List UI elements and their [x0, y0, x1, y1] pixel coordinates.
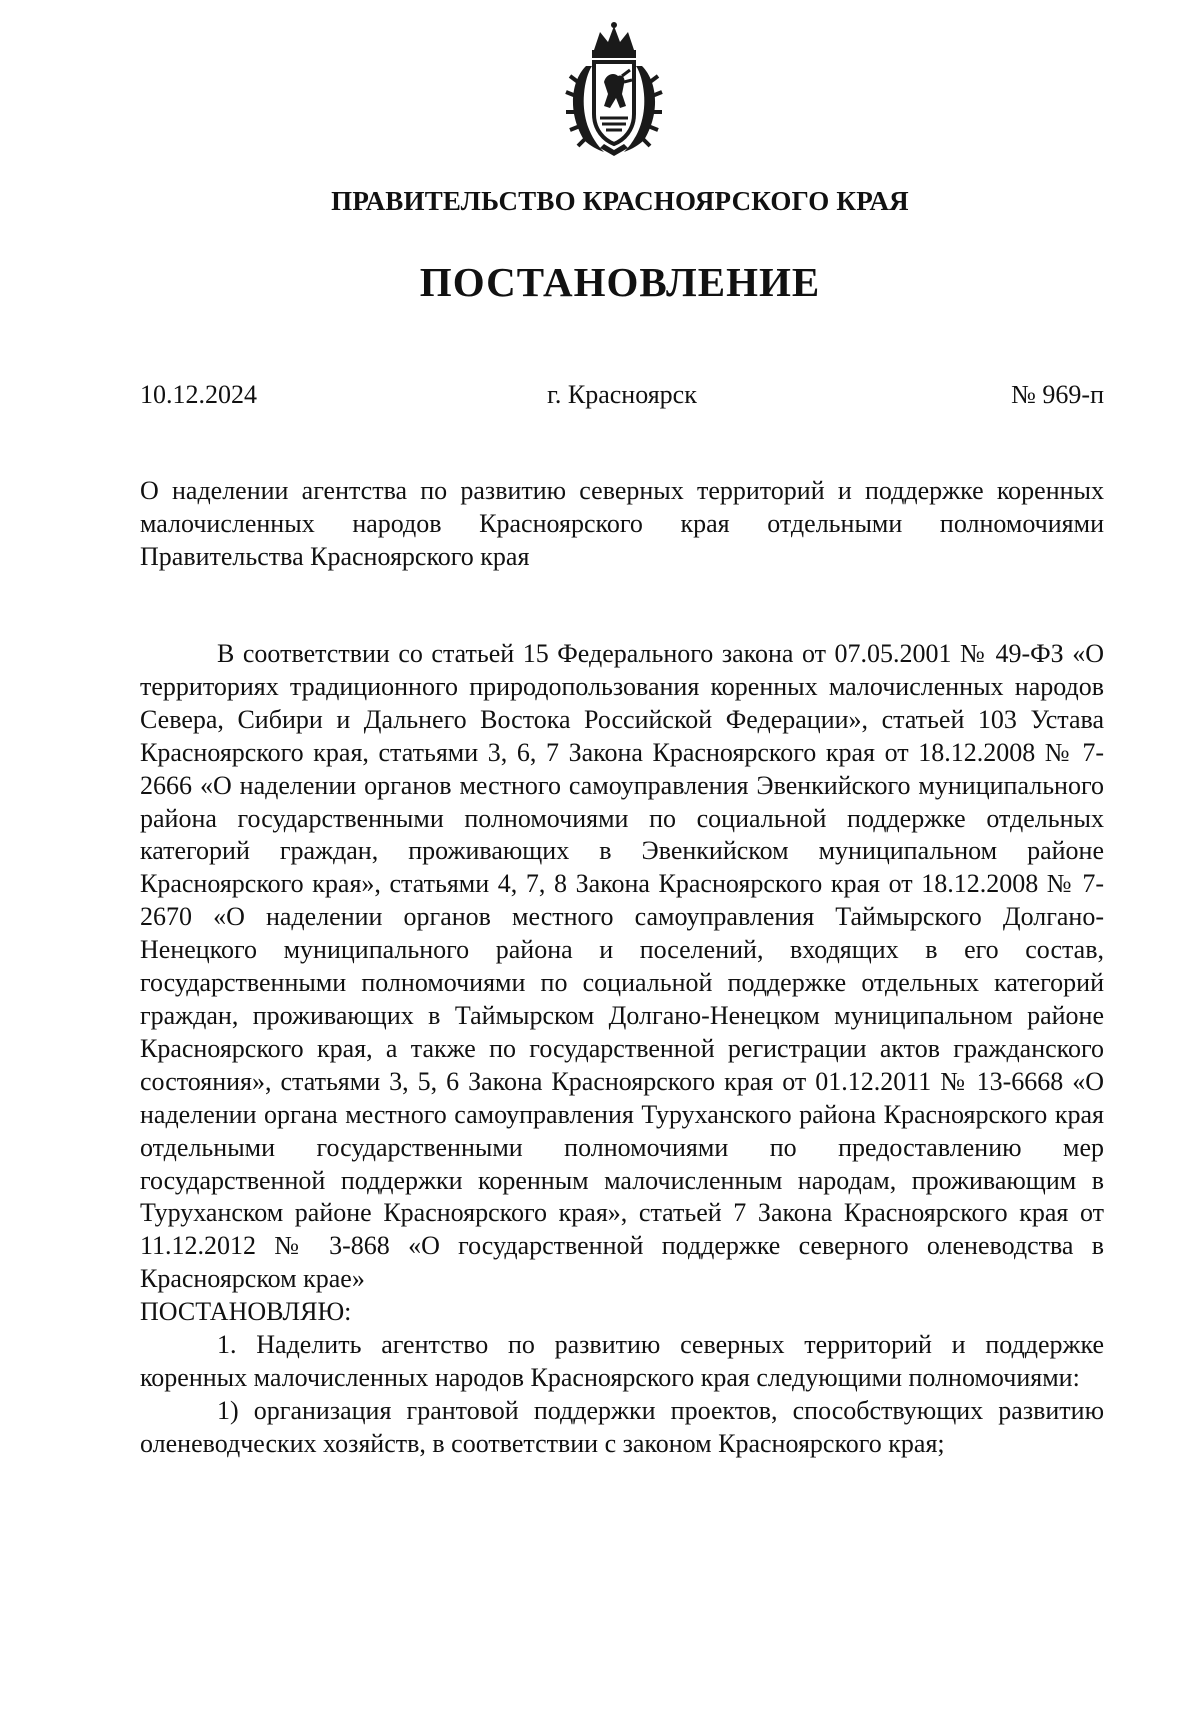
document-subject: О наделении агентства по развитию северных территорий и поддержке коренных малочисленных народов Красноярского края отдельными полномочиями Правительства Красноярского края [140, 476, 1104, 571]
subitem-1-paragraph: 1) организация грантовой поддержки проектов, способствующих развитию оленеводческих хозяйств, в соответствии с законом Красноярского края; [140, 1395, 1104, 1458]
document-city: г. Красноярск [547, 380, 697, 409]
decree-word: ПОСТАНОВЛЯЮ: [140, 1297, 352, 1327]
item-1-paragraph: 1. Наделить агентство по развитию северных территорий и поддержке коренных малочисленных народов Красноярского края следующими полномочиями: [140, 1330, 1104, 1392]
document-body [140, 638, 1104, 1461]
document-number: № 969-п [1011, 380, 1104, 409]
document-date: 10.12.2024 [140, 380, 257, 409]
organization-name: ПРАВИТЕЛЬСТВО КРАСНОЯРСКОГО КРАЯ [331, 186, 909, 216]
document-type-title: ПОСТАНОВЛЕНИЕ [419, 259, 821, 305]
coat-of-arms-icon [564, 22, 664, 158]
preamble-paragraph: В соответствии со статьей 15 Федерального закона от 07.05.2001 № 49-ФЗ «О территориях традиционного природопользования коренных малочисленных народов Севера, Сибири и Дальнего Востока Российской Федерации», статьей 103 Устава Красноярского края, статьями 3, 6, 7 Закона Красноярского края от 18.12.2008 № 7-2666 «О наделении органов местного самоуправления Эвенкийского муниципального района государственными полномочиями по социальной поддержке отдельных категорий граждан, проживающих в Эвенкийском муниципальном районе Красноярского края», статьями 4, 7, 8 Закона Красноярского края от 18.12.2008 № 7-2670 «О наделении органов местного самоуправления Таймырского Долгано-Ненецкого муниципального района и поселений, входящих в его состав, государственными полномочиями по социальной поддержке отдельных категорий граждан, проживающих в Таймырском Долгано-Ненецком муниципальном районе Красноярского края, а также по государственной регистрации актов гражданского состояния», статьями 3, 5, 6 Закона Красноярского края от 01.12.2011 № 13-6668 «О наделении органа местного самоуправления Туруханского района Красноярского края отдельными государственными полномочиями по предоставлению мер государственной поддержки коренным малочисленным народам, проживающим в Туруханском районе Красноярского края», статьей 7 Закона Красноярского края от 11.12.2012 № 3-868 «О государственной поддержке северного оленеводства в Красноярском крае» [140, 639, 1104, 1294]
